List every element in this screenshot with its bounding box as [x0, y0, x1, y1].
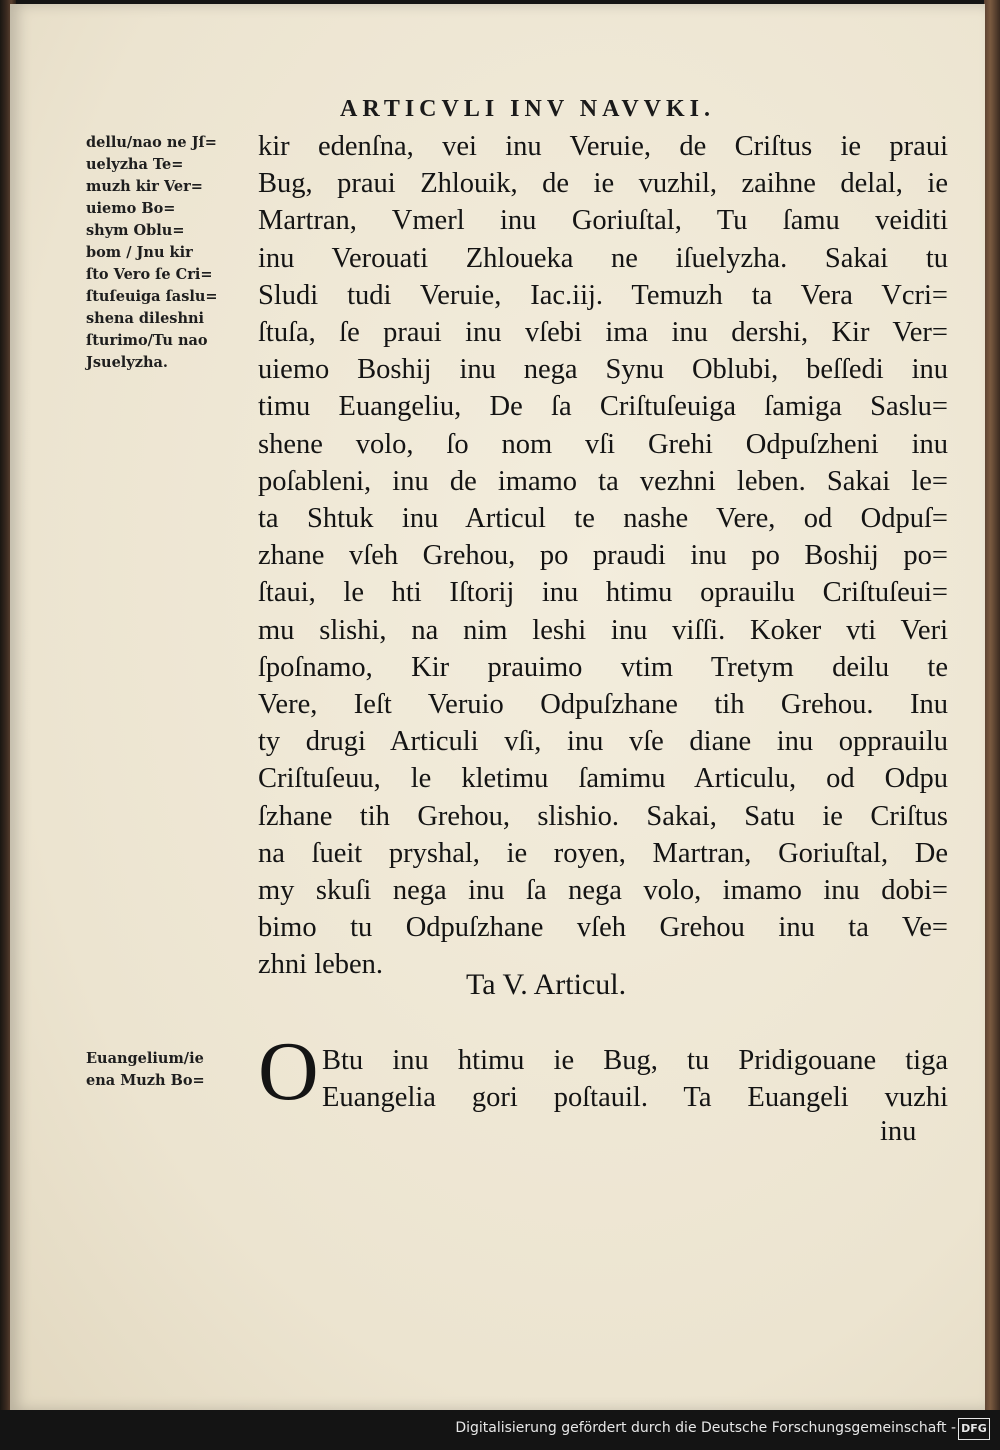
body-line: na ſueit pryshal, ie royen, Martran, Goriuſtal, De — [258, 837, 948, 869]
margin-note-line: ſturimo/Tu nao — [86, 332, 208, 349]
body-line: shene volo, ſo nom vſi Grehi Odpuſzheni inu — [258, 428, 948, 460]
article5-text — [322, 1042, 948, 1116]
body-line: ty drugi Articuli vſi, inu vſe diane inu opprauilu — [258, 726, 948, 758]
body-line: Criſtuſeuu, le kletimu ſamimu Articulu, od Odpu — [258, 763, 948, 795]
footer-credit: Digitalisierung gefördert durch die Deutsche Forschungsgemeinschaft - — [455, 1420, 956, 1436]
margin-note-line: uiemo Bo= — [86, 200, 176, 217]
body-line: Sludi tudi Veruie, Iac.iij. Temuzh ta Vera Vcri= — [258, 279, 948, 311]
body-line: my skuſi nega inu ſa nega volo, imamo inu dobi= — [258, 875, 948, 907]
margin-note-line: Euangelium/ie — [86, 1050, 204, 1067]
body-line: poſableni, inu de imamo ta vezhni leben. Sakai le= — [258, 465, 948, 497]
margin-note-line: Jsuelyzha. — [86, 354, 168, 371]
margin-note-line: bom / Jnu kir — [86, 244, 193, 261]
body-line: mu slishi, na nim leshi inu viſſi. Koker vti Veri — [258, 614, 948, 646]
body-line: zhane vſeh Grehou, po praudi inu po Boshij po= — [258, 540, 948, 572]
body-line: uiemo Boshij inu nega Synu Oblubi, beſſedi inu — [258, 354, 948, 386]
body-line: Vere, Ieſt Veruio Odpuſzhane tih Grehou. Inu — [258, 689, 948, 721]
margin-note-line: ſto Vero ſe Cri= — [86, 266, 213, 283]
body-line: ta Shtuk inu Articul te nashe Vere, od Odpuſ= — [258, 503, 948, 535]
margin-note-1 — [86, 132, 266, 374]
margin-note-line: ena Muzh Bo= — [86, 1072, 205, 1089]
body-line: timu Euangeliu, De ſa Criſtuſeuiga ſamiga Saslu= — [258, 391, 948, 423]
margin-note-line: uelyzha Te= — [86, 156, 184, 173]
article5-line: Euangelia gori poſtauil. Ta Euangeli vuzhi — [322, 1082, 948, 1113]
body-line: Martran, Vmerl inu Goriuſtal, Tu ſamu veiditi — [258, 205, 948, 237]
body-text — [258, 128, 948, 984]
drop-cap: O — [258, 1025, 319, 1118]
book-edge — [984, 0, 1000, 1410]
body-line: kir edenſna, vei inu Veruie, de Criſtus ie praui — [258, 131, 948, 162]
margin-note-line: muzh kir Ver= — [86, 178, 203, 195]
margin-note-2 — [86, 1048, 266, 1092]
body-line: ſtuſa, ſe praui inu vſebi ima inu dershi, Kir Ver= — [258, 317, 948, 349]
body-line: zhni leben. — [258, 949, 384, 981]
body-line: Bug, praui Zhlouik, de ie vuzhil, zaihne delal, ie — [258, 168, 948, 200]
article5-line: Btu inu htimu ie Bug, tu Pridigouane tiga — [322, 1045, 948, 1076]
catchword: inu — [880, 1116, 917, 1147]
margin-note-line: ſtuſeuiga ſaslu= — [86, 288, 218, 305]
body-line: inu Verouati Zhloueka ne iſuelyzha. Sakai tu — [258, 242, 948, 274]
body-line: bimo tu Odpuſzhane vſeh Grehou inu ta Ve= — [258, 912, 948, 944]
running-header: ARTICVLI INV NAVVKI. — [340, 96, 715, 122]
margin-note-line: dellu/nao ne Jſ= — [86, 134, 217, 151]
body-line: ſpoſnamo, Kir prauimo vtim Tretym deilu te — [258, 651, 948, 683]
body-line: ſzhane tih Grehou, slishio. Sakai, Satu ie Criſtus — [258, 800, 948, 832]
body-line: ſtaui, le hti Iſtorij inu htimu oprauilu Criſtuſeui= — [258, 577, 948, 609]
dfg-logo: DFG — [958, 1418, 990, 1440]
section-title: Ta V. Articul. — [466, 968, 627, 1001]
margin-note-line: shym Oblu= — [86, 222, 185, 239]
margin-note-line: shena dileshni — [86, 310, 205, 327]
